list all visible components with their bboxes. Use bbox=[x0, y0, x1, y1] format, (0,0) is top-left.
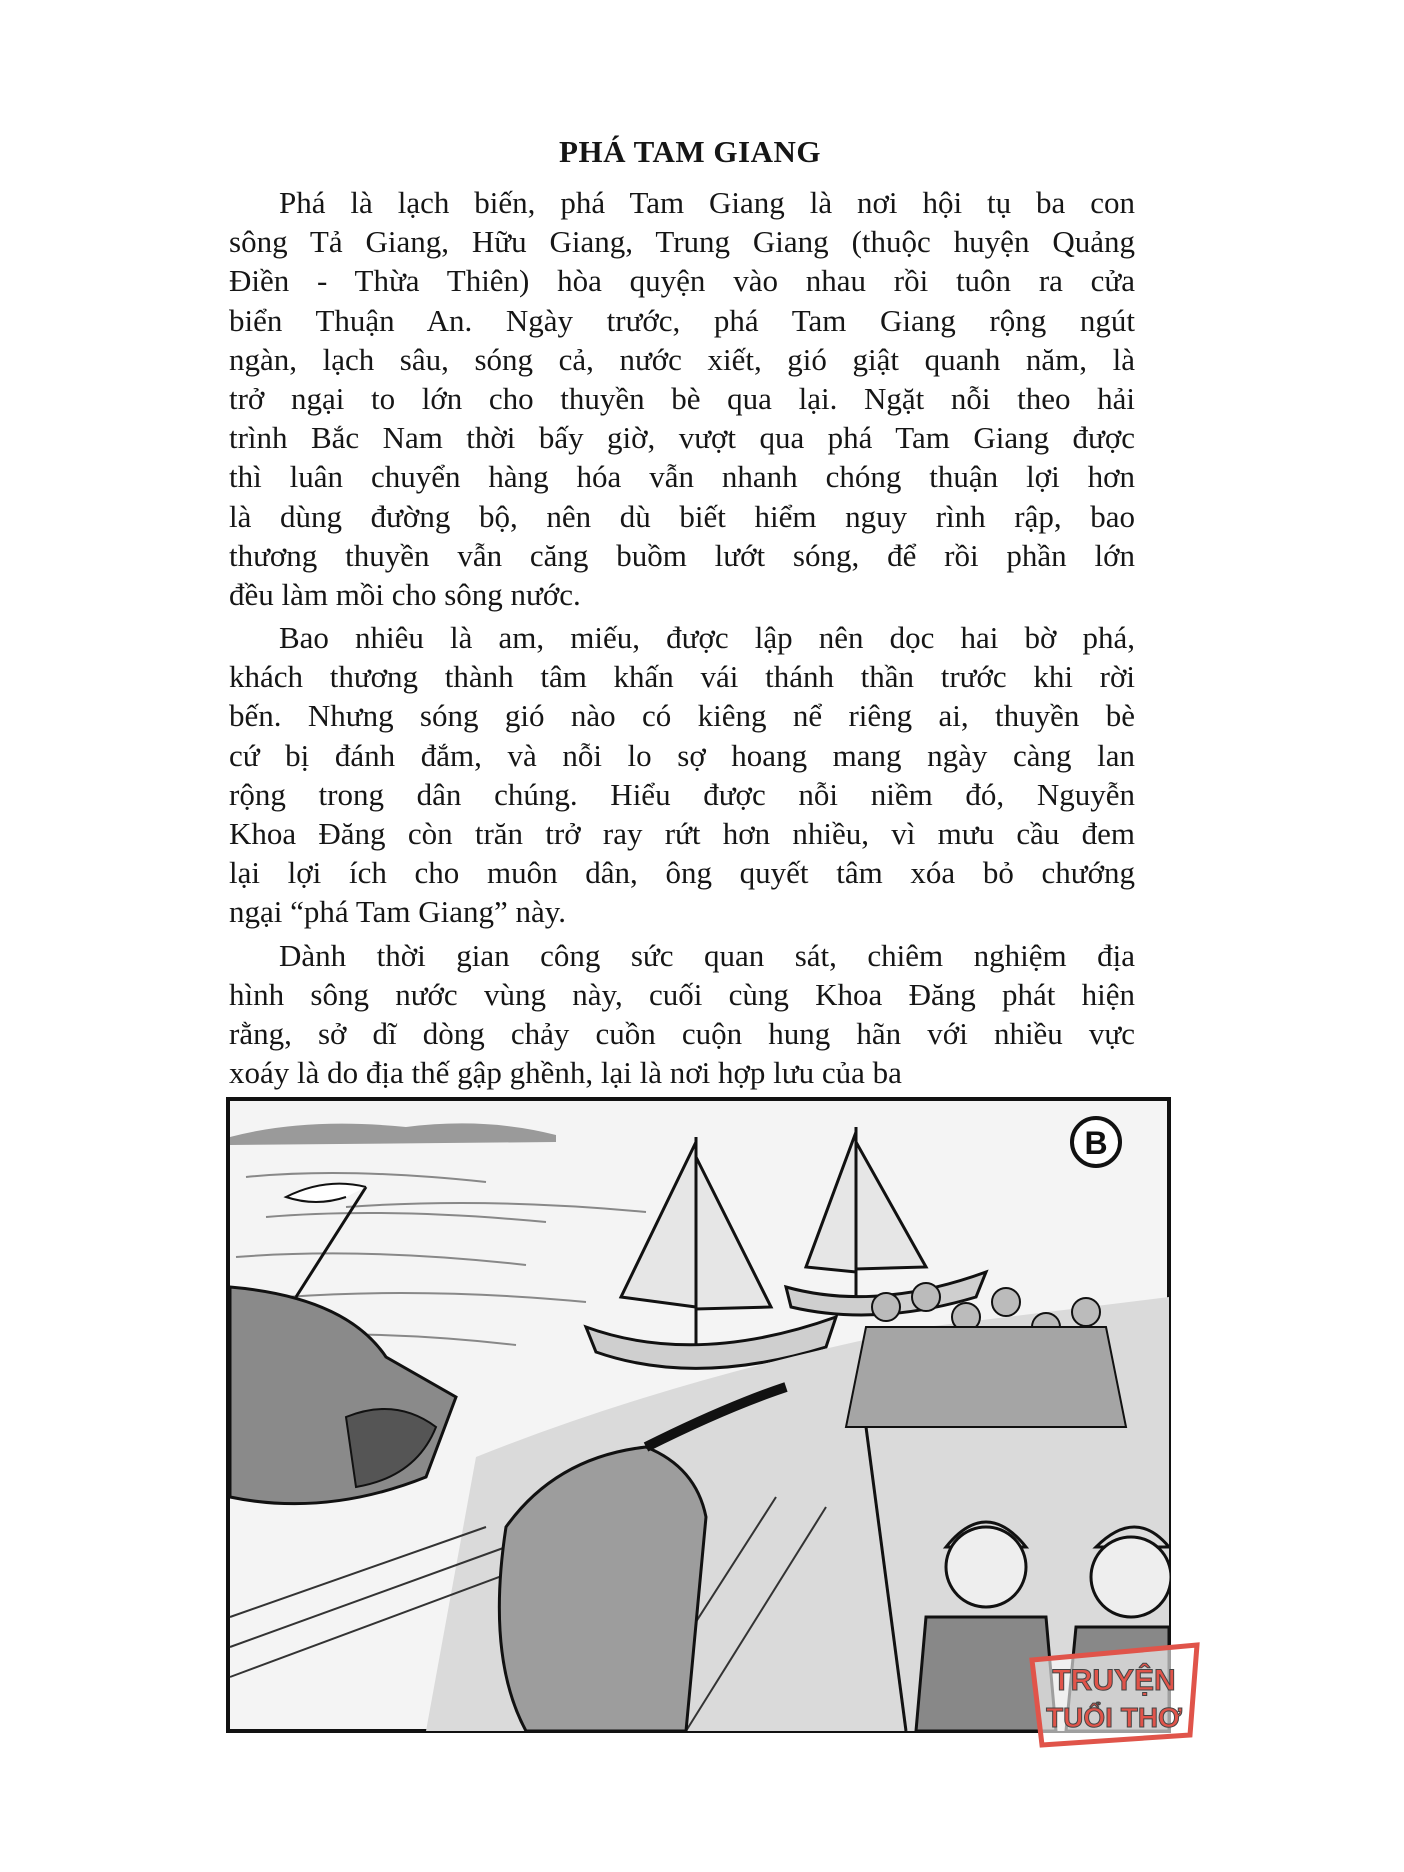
text-line: cứ bị đánh đắm, và nỗi lo sợ hoang mang ngày càng lan bbox=[229, 737, 1135, 773]
text-line: Khoa Đăng còn trăn trở ray rứt hơn nhiều, vì mưu cầu đem bbox=[229, 816, 1135, 851]
text-line: Điền - Thừa Thiên) hòa quyện vào nhau rồi tuôn ra cửa bbox=[229, 263, 1135, 299]
svg-text:TRUYỆN: TRUYỆN bbox=[1052, 1664, 1176, 1697]
text-line: thì luân chuyển hàng hóa vẫn nhanh chóng thuận lợi hơn bbox=[229, 459, 1135, 495]
text-line: Bao nhiêu là am, miếu, được lập nên dọc hai bờ phá, bbox=[279, 620, 1135, 656]
text-line: rộng trong dân chúng. Hiểu được nỗi niềm đó, Nguyễn bbox=[229, 776, 1135, 812]
text-line: bến. Nhưng sóng gió nào có kiêng nể riêng ai, thuyền bè bbox=[229, 698, 1135, 734]
text-line: rằng, sở dĩ dòng chảy cuồn cuộn hung hãn với nhiều vực bbox=[229, 1015, 1135, 1051]
text-line: sông Tả Giang, Hữu Giang, Trung Giang (thuộc huyện Quảng bbox=[229, 224, 1135, 260]
body-text bbox=[229, 183, 1135, 1096]
text-line: Phá là lạch biến, phá Tam Giang là nơi hội tụ ba con bbox=[279, 185, 1135, 220]
watermark-logo bbox=[1022, 1635, 1202, 1750]
text-line: hình sông nước vùng này, cuối cùng Khoa Đăng phát hiện bbox=[229, 976, 1135, 1012]
paragraph-2 bbox=[229, 618, 1135, 932]
text-line: khách thương thành tâm khấn vái thánh thần trước khi rời bbox=[229, 659, 1135, 695]
text-line: thương thuyền vẫn căng buồm lướt sóng, để rồi phần lớn bbox=[229, 537, 1135, 573]
svg-text:TUỔI THƠ: TUỔI THƠ bbox=[1046, 1702, 1182, 1733]
text-line: là dùng đường bộ, nên dù biết hiểm nguy rình rập, bao bbox=[229, 498, 1135, 534]
text-line: đều làm mồi cho sông nước. bbox=[229, 576, 581, 612]
text-line: trở ngại to lớn cho thuyền bè qua lại. Ngặt nỗi theo hải bbox=[229, 380, 1135, 416]
text-line: ngại “phá Tam Giang” này. bbox=[229, 894, 566, 930]
text-line: Dành thời gian công sức quan sát, chiêm nghiệm địa bbox=[279, 937, 1135, 973]
paragraph-1 bbox=[229, 183, 1135, 614]
page-title: PHÁ TAM GIANG bbox=[559, 134, 821, 169]
paragraph-3 bbox=[229, 936, 1135, 1093]
text-line: ngàn, lạch sâu, sóng cả, nước xiết, gió giật quanh năm, là bbox=[229, 341, 1135, 377]
panel-label: B bbox=[1084, 1125, 1108, 1161]
text-line: xoáy là do địa thế gập ghềnh, lại là nơi hợp lưu của ba bbox=[229, 1055, 902, 1091]
text-line: trình Bắc Nam thời bấy giờ, vượt qua phá Tam Giang được bbox=[229, 420, 1135, 456]
text-line: biển Thuận An. Ngày trước, phá Tam Giang rộng ngút bbox=[229, 302, 1135, 338]
text-line: lại lợi ích cho muôn dân, ông quyết tâm xóa bỏ chướng bbox=[229, 855, 1135, 891]
